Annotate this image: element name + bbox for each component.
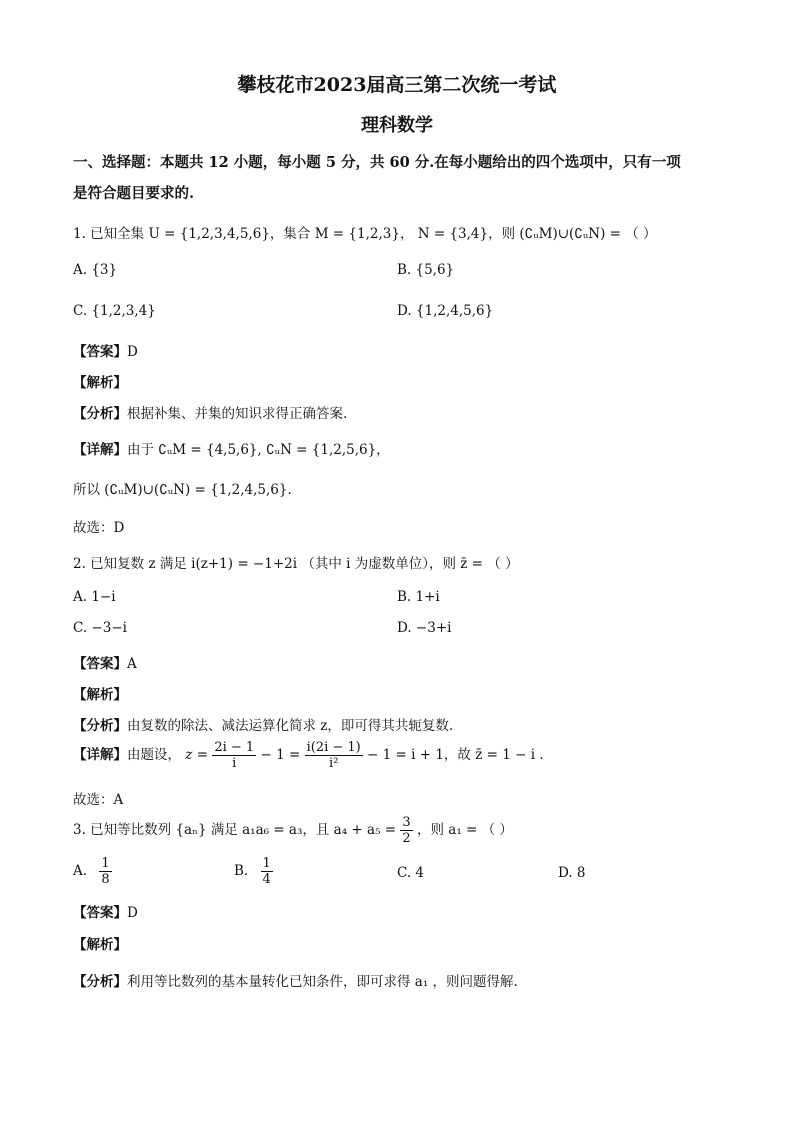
q1-analysis-tag: 【解析】	[73, 375, 127, 391]
q2-option-d: D. −3+i	[397, 620, 452, 636]
fraction-2-numerator: i(2i − 1)	[306, 740, 361, 755]
q3-option-b	[234, 856, 273, 887]
q2-option-a: A. 1−i	[73, 589, 116, 605]
answer-tag: 【答案】	[73, 344, 127, 360]
q1-answer	[73, 340, 138, 360]
option-label: B.	[234, 863, 249, 879]
q1-option-b: B. {5,6}	[397, 262, 455, 278]
q1-option-a: A. {3}	[73, 262, 118, 278]
section-heading-line1: 一、选择题：本题共 12 小题，每小题 5 分，共 60 分.在每小题给出的四个选项中，只有一项	[73, 154, 681, 171]
option-b-fraction	[261, 856, 273, 887]
xiangjie-mid: − 1 =	[260, 747, 301, 763]
page-title: 攀枝花市2023届高三第二次统一考试	[237, 74, 557, 96]
fenxi-tag: 【分析】	[73, 974, 127, 990]
q2-stem: 2. 已知复数 z 满足 i(z+1) = −1+2i （其中 i 为虚数单位），则 z̄ = （ ）	[73, 556, 519, 572]
fraction-2-denominator: i²	[328, 756, 339, 771]
fraction-1	[212, 740, 256, 771]
q1-option-c: C. {1,2,3,4}	[73, 303, 156, 319]
q3-option-c: C. 4	[397, 865, 425, 881]
xiangjie-z: z =	[185, 747, 209, 763]
option-a-denominator: 8	[101, 872, 110, 887]
q1-choice: 故选：D	[73, 520, 125, 536]
fenxi-tag: 【分析】	[73, 718, 127, 734]
fenxi-text: 根据补集、并集的知识求得正确答案.	[127, 406, 348, 422]
xiangjie-pre: 由题设，	[127, 747, 181, 763]
q2-answer	[73, 652, 137, 672]
q1-stem: 1. 已知全集 U = {1,2,3,4,5,6}，集合 M = {1,2,3}， N = {3,4}，则 (∁ᵤM)∪(∁ᵤN) = （ ）	[73, 226, 657, 242]
q3-answer	[73, 901, 138, 921]
fraction-1-numerator: 2i − 1	[214, 740, 255, 755]
fenxi-tag: 【分析】	[73, 406, 127, 422]
answer-value: A	[127, 656, 137, 672]
fenxi-text: 由复数的除法、减法运算化简求 z，即可得其共轭复数.	[127, 718, 454, 734]
fenxi-text: 利用等比数列的基本量转化已知条件，即可求得 a₁ ，则问题得解.	[127, 974, 518, 990]
q1-xiangjie	[73, 438, 390, 458]
option-b-numerator: 1	[262, 856, 271, 871]
xiangjie-post: − 1 = i + 1，故 z̄ = 1 − i .	[367, 747, 544, 763]
q3-stem	[73, 815, 513, 846]
xiangjie-text: 由于 ∁ᵤM = {4,5,6}, ∁ᵤN = {1,2,5,6}，	[127, 442, 390, 458]
q3-fenxi	[73, 970, 518, 990]
q3-stem-post: ，则 a₁ = （ ）	[416, 822, 513, 838]
xiangjie-tag: 【详解】	[73, 747, 127, 763]
q3-stem-fraction-denominator: 2	[402, 831, 411, 846]
xiangjie-tag: 【详解】	[73, 442, 127, 458]
fraction-1-denominator: i	[232, 756, 237, 771]
q2-analysis-tag: 【解析】	[73, 687, 127, 703]
q3-option-a	[73, 856, 112, 887]
option-a-numerator: 1	[101, 856, 110, 871]
answer-value: D	[127, 344, 138, 360]
q2-option-b: B. 1+i	[397, 589, 440, 605]
q3-stem-fraction-numerator: 3	[402, 815, 411, 830]
answer-value: D	[127, 905, 138, 921]
option-b-denominator: 4	[262, 872, 271, 887]
q2-xiangjie	[73, 740, 544, 771]
option-label: A.	[73, 863, 88, 879]
q1-option-d: D. {1,2,4,5,6}	[397, 303, 494, 319]
q3-stem-pre: 3. 已知等比数列 {aₙ} 满足 a₁a₆ = a₃，且 a₄ + a₅ =	[73, 822, 397, 838]
q3-stem-fraction	[400, 815, 412, 846]
answer-tag: 【答案】	[73, 656, 127, 672]
fraction-2	[305, 740, 363, 771]
page-subtitle: 理科数学	[361, 115, 433, 136]
q3-option-d: D. 8	[558, 865, 586, 881]
q2-fenxi	[73, 714, 453, 734]
option-a-fraction	[99, 856, 111, 887]
q3-analysis-tag: 【解析】	[73, 937, 127, 953]
q1-conclusion: 所以 (∁ᵤM)∪(∁ᵤN) = {1,2,4,5,6}.	[73, 482, 292, 498]
q2-choice: 故选：A	[73, 792, 124, 808]
q1-fenxi	[73, 402, 347, 422]
section-heading-line2: 是符合题目要求的.	[73, 185, 195, 202]
q2-option-c: C. −3−i	[73, 620, 127, 636]
answer-tag: 【答案】	[73, 905, 127, 921]
